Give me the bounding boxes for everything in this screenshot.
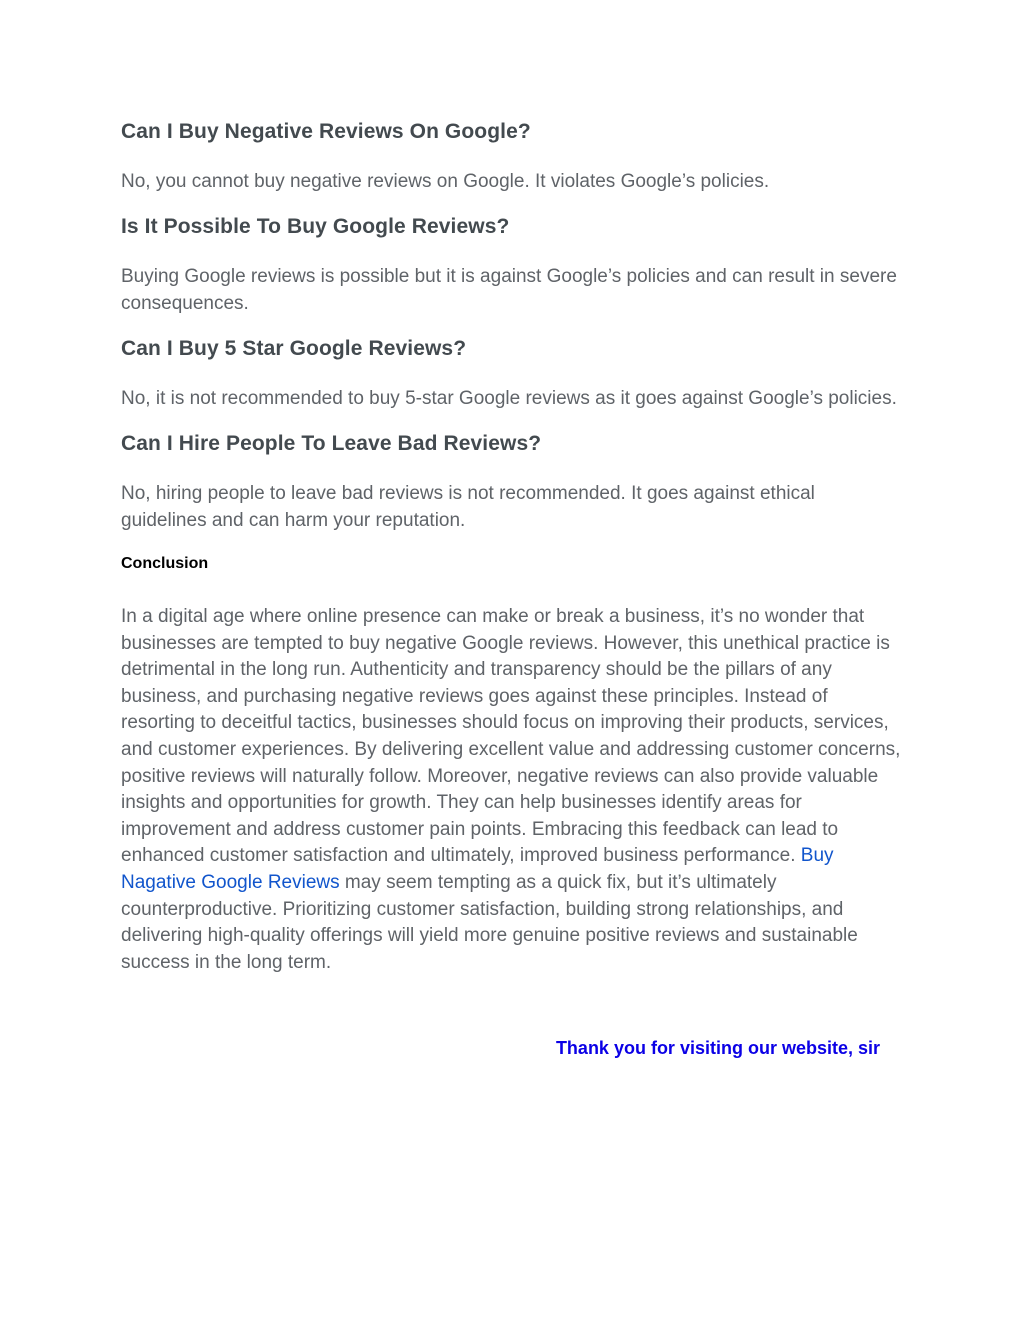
faq-question: Can I Hire People To Leave Bad Reviews? <box>121 432 542 455</box>
closing-note: Thank you for visiting our website, sir <box>555 1038 880 1059</box>
faq-answer: No, hiring people to leave bad reviews is not recommended. It goes against ethical guidelines and can harm your reputation. <box>121 483 815 531</box>
faq-answer: Buying Google reviews is possible but it is against Google’s policies and can result in severe consequences. <box>121 266 897 314</box>
conclusion-text-after-link: may seem tempting as a quick fix, but it’s ultimately counterproductive. Prioritizing customer satisfaction, building strong relationships, and delivering high-quality offerings will yield more genuine positive reviews and sustainable success in the long term. <box>121 871 858 973</box>
faq-question: Can I Buy 5 Star Google Reviews? <box>121 337 467 360</box>
faq-question: Is It Possible To Buy Google Reviews? <box>121 215 510 238</box>
faq-item <box>121 431 903 534</box>
faq-answer: No, you cannot buy negative reviews on Google. It violates Google’s policies. <box>121 171 770 192</box>
faq-answer: No, it is not recommended to buy 5-star Google reviews as it goes against Google’s policies. <box>121 388 897 409</box>
faq-item <box>121 119 903 195</box>
conclusion-heading: Conclusion <box>121 555 209 572</box>
faq-item <box>121 336 903 412</box>
conclusion-paragraph <box>121 604 903 976</box>
buy-negative-google-reviews-link[interactable]: Buy Nagative Google Reviews <box>121 845 834 893</box>
faq-question: Can I Buy Negative Reviews On Google? <box>121 120 531 143</box>
conclusion-text-before-link: In a digital age where online presence can make or break a business, it’s no wonder that businesses are tempted to buy negative Google reviews. However, this unethical practice is detrimental in the long run. Authenticity and transparency should be the pillars of any business, and purchasing negative reviews goes against these principles. Instead of resorting to deceitful tactics, businesses should focus on improving their products, services, and customer experiences. By delivering excellent value and addressing customer concerns, positive reviews will naturally follow. Moreover, negative reviews can also provide valuable insights and opportunities for growth. They can help businesses identify areas for improvement and address customer pain points. Embracing this feedback can lead to enhanced customer satisfaction and ultimately, improved business performance. <box>121 606 901 867</box>
faq-item <box>121 214 903 317</box>
